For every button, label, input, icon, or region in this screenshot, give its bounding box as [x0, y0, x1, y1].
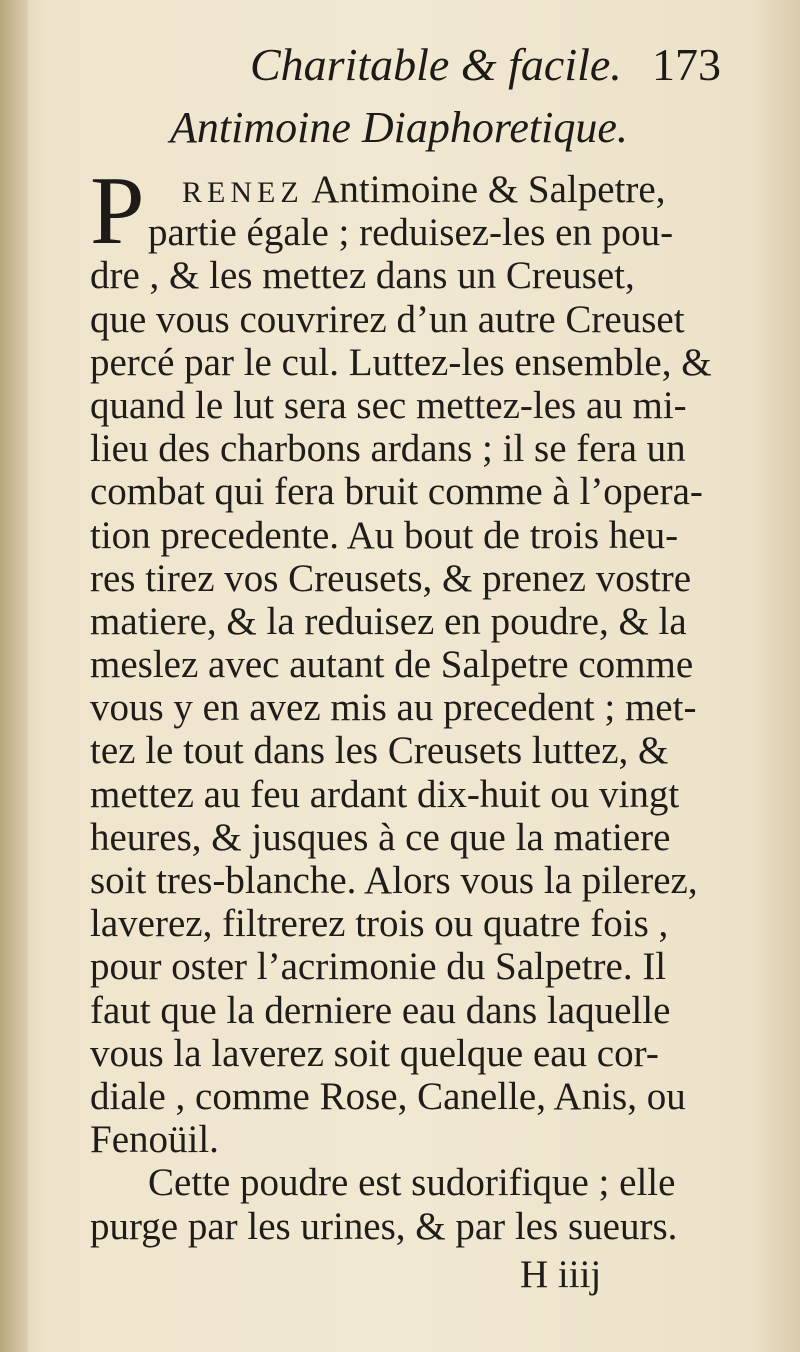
- running-header: [250, 38, 750, 98]
- text-line: quand le lut sera sec mettez-les au mi-: [90, 383, 687, 427]
- text-line: tez le tout dans les Creusets luttez, &: [90, 729, 669, 773]
- text-line: pour oster l’acrimonie du Salpetre. Il: [90, 945, 667, 989]
- section-title: Antimoine Diaphoretique.: [170, 103, 628, 152]
- text-line: partie égale ; reduisez-les en pou-: [148, 211, 674, 255]
- text-line: vous y en avez mis au precedent ; met-: [90, 686, 697, 730]
- text-line-content: Antimoine & Salpetre,: [311, 168, 666, 211]
- text-line: percé par le cul. Luttez-les ensemble, &: [90, 340, 712, 384]
- signature-mark: H iiij: [520, 1253, 602, 1296]
- text-line: laverez, filtrerez trois ou quatre fois ,: [90, 902, 669, 946]
- text-line: matiere, & la reduisez en poudre, & la: [90, 599, 687, 643]
- text-line: dre , & les mettez dans un Creuset,: [90, 254, 635, 298]
- text-line: lieu des charbons ardans ; il se fera un: [90, 427, 686, 471]
- page-gutter: [0, 0, 28, 1352]
- text-line: res tirez vos Creusets, & prenez vostre: [90, 556, 692, 600]
- text-line: purge par les urines, & par les sueurs.: [90, 1204, 678, 1248]
- text-line: soit tres-blanche. Alors vous la pilerez,: [90, 859, 698, 902]
- text-line: mettez au feu ardant dix-huit ou vingt: [90, 772, 680, 816]
- text-line: vous la laverez soit quelque eau cor-: [90, 1031, 659, 1075]
- text-line: heures, & jusques à ce que la matiere: [90, 815, 671, 859]
- page-number: 173: [652, 39, 721, 90]
- text-line: diale , comme Rose, Canelle, Anis, ou: [90, 1074, 686, 1118]
- text-line: faut que la derniere eau dans laquelle: [90, 988, 671, 1032]
- text-line: que vous couvrirez d’un autre Creuset: [90, 297, 685, 341]
- running-title: Charitable & facile.: [250, 39, 622, 90]
- text-line: tion precedente. Au bout de trois heu-: [90, 513, 679, 557]
- text-line: [90, 168, 740, 211]
- body-text: [90, 157, 740, 1248]
- text-line: combat qui fera bruit comme à l’opera-: [90, 470, 703, 514]
- text-line: Fenoüil.: [90, 1118, 219, 1162]
- text-line: meslez avec autant de Salpetre comme: [90, 643, 694, 687]
- paragraph-2: [90, 1161, 740, 1247]
- first-word-smallcaps: RENEZ: [182, 176, 304, 209]
- text-line: Cette poudre est sudorifique ; elle: [148, 1161, 676, 1205]
- drop-cap: P: [90, 157, 145, 265]
